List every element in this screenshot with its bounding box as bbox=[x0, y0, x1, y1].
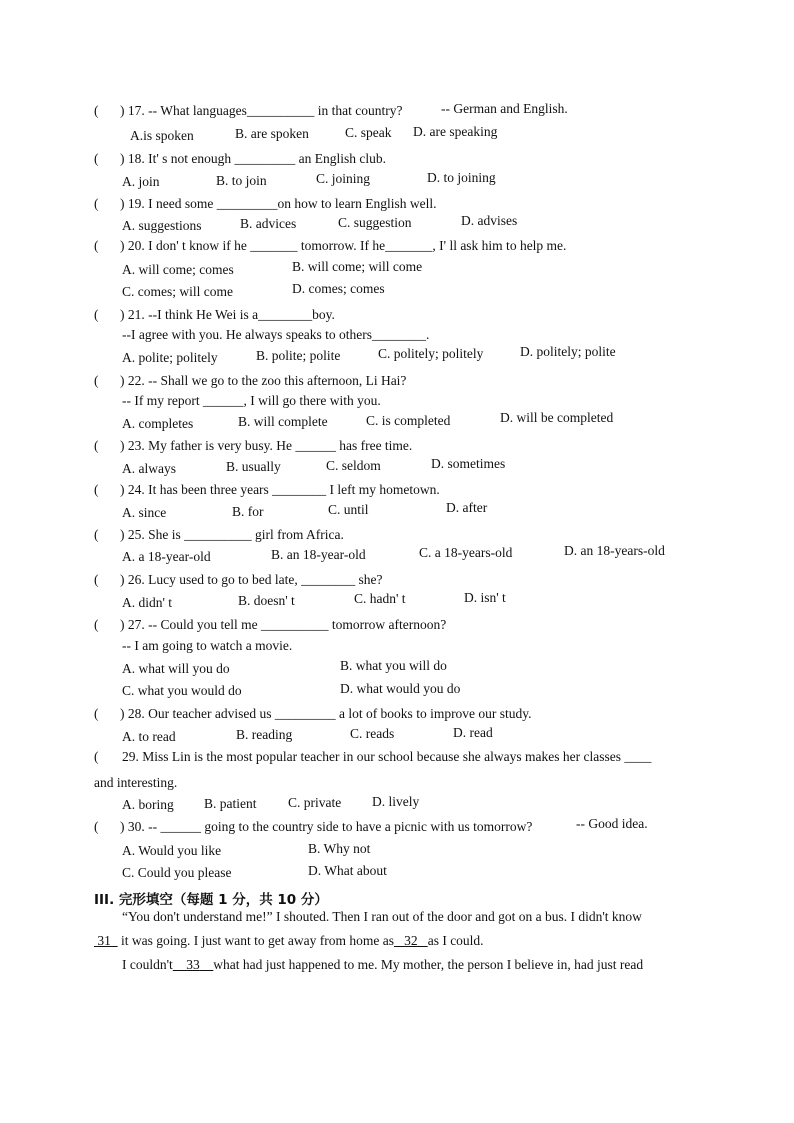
question-stem: ) 26. Lucy used to go to bed late, ________ she? bbox=[120, 572, 383, 587]
answer-paren: ( bbox=[94, 819, 99, 834]
question-stem: ) 25. She is __________ girl from Africa. bbox=[120, 527, 344, 542]
option-d: D. sometimes bbox=[431, 456, 506, 471]
option-c: C. private bbox=[288, 795, 342, 810]
option-a: A. didn' t bbox=[122, 595, 173, 610]
option-d: D. are speaking bbox=[413, 124, 498, 139]
question-stem: ) 20. I don' t know if he _______ tomorrow. If he_______, I' ll ask him to help me. bbox=[120, 238, 567, 253]
option-c: C. what you would do bbox=[122, 683, 242, 698]
option-d: D. what would you do bbox=[340, 681, 461, 696]
answer-paren: ( bbox=[94, 196, 99, 211]
option-b: B. advices bbox=[240, 216, 297, 231]
question-25 bbox=[94, 527, 344, 543]
option-b: B. usually bbox=[226, 459, 281, 474]
option-a: A. will come; comes bbox=[122, 262, 234, 277]
question-followup: -- If my report ______, I will go there with you. bbox=[122, 393, 381, 408]
question-27 bbox=[94, 617, 446, 633]
option-d: D. will be completed bbox=[500, 410, 614, 425]
option-d: D. advises bbox=[461, 213, 518, 228]
question-26 bbox=[94, 572, 382, 588]
option-a: A. join bbox=[122, 174, 160, 189]
option-a: A. boring bbox=[122, 797, 174, 812]
question-answer-hint: -- German and English. bbox=[441, 101, 568, 116]
option-d: D. read bbox=[453, 725, 493, 740]
option-d: D. an 18-years-old bbox=[564, 543, 665, 558]
answer-paren: ( bbox=[94, 238, 99, 253]
question-stem: ) 18. It' s not enough _________ an English club. bbox=[120, 151, 387, 166]
option-c: C. is completed bbox=[366, 413, 451, 428]
option-d: D. politely; polite bbox=[520, 344, 616, 359]
answer-paren: ( bbox=[94, 527, 99, 542]
option-a: A. suggestions bbox=[122, 218, 202, 233]
answer-paren: ( bbox=[94, 103, 99, 118]
question-stem: 29. Miss Lin is the most popular teacher in our school because she always makes her classes ____ bbox=[122, 749, 652, 764]
answer-paren: ( bbox=[94, 706, 99, 721]
option-a: A. polite; politely bbox=[122, 350, 218, 365]
option-b: B. are spoken bbox=[235, 126, 309, 141]
option-a: A. a 18-year-old bbox=[122, 549, 211, 564]
option-a: A.is spoken bbox=[130, 128, 194, 143]
answer-paren: ( bbox=[94, 572, 99, 587]
question-answer-hint: -- Good idea. bbox=[576, 816, 648, 831]
option-d: D. What about bbox=[308, 863, 387, 878]
question-30 bbox=[94, 819, 532, 835]
answer-paren: ( bbox=[94, 151, 99, 166]
option-b: B. Why not bbox=[308, 841, 371, 856]
option-b: B. what you will do bbox=[340, 658, 447, 673]
option-b: B. an 18-year-old bbox=[271, 547, 366, 562]
question-stem: ) 17. -- What languages__________ in that country? bbox=[120, 103, 403, 118]
option-c: C. politely; politely bbox=[378, 346, 484, 361]
question-followup: and interesting. bbox=[94, 775, 178, 790]
question-stem: ) 19. I need some _________on how to learn English well. bbox=[120, 196, 437, 211]
question-23 bbox=[94, 438, 412, 454]
option-c: C. speak bbox=[345, 125, 392, 140]
option-b: B. will come; will come bbox=[292, 259, 423, 274]
option-c: C. until bbox=[328, 502, 369, 517]
question-followup: --I agree with you. He always speaks to others________. bbox=[122, 327, 430, 342]
section-heading: III. 完形填空（每题 1 分，共 10 分） bbox=[94, 892, 328, 908]
passage-line-2: 31 it was going. I just want to get away from home as 32 as I could. bbox=[94, 933, 484, 949]
question-19 bbox=[94, 196, 436, 212]
option-d: D. comes; comes bbox=[292, 281, 385, 296]
question-stem: ) 24. It has been three years ________ I left my hometown. bbox=[120, 482, 440, 497]
option-d: D. lively bbox=[372, 794, 420, 809]
question-stem: ) 28. Our teacher advised us _________ a lot of books to improve our study. bbox=[120, 706, 532, 721]
blank-33: 33 bbox=[186, 957, 200, 972]
question-stem: ) 21. --I think He Wei is a________boy. bbox=[120, 307, 335, 322]
question-18 bbox=[94, 151, 386, 167]
option-c: C. seldom bbox=[326, 458, 381, 473]
option-c: C. comes; will come bbox=[122, 284, 233, 299]
blank-32: 32 bbox=[404, 933, 418, 948]
option-b: B. reading bbox=[236, 727, 293, 742]
option-b: B. polite; polite bbox=[256, 348, 341, 363]
passage-line-1: “You don't understand me!” I shouted. Then I ran out of the door and got on a bus. I didn't know bbox=[122, 909, 642, 924]
question-24 bbox=[94, 482, 440, 498]
question-28 bbox=[94, 706, 532, 722]
answer-paren: ( bbox=[94, 482, 99, 497]
option-c: C. Could you please bbox=[122, 865, 232, 880]
option-b: B. patient bbox=[204, 796, 257, 811]
option-a: A. to read bbox=[122, 729, 176, 744]
option-d: D. to joining bbox=[427, 170, 496, 185]
answer-paren: ( bbox=[94, 617, 99, 632]
option-a: A. Would you like bbox=[122, 843, 222, 858]
question-17 bbox=[94, 103, 402, 119]
option-c: C. suggestion bbox=[338, 215, 412, 230]
question-29 bbox=[94, 749, 651, 765]
answer-paren: ( bbox=[94, 307, 99, 322]
option-c: C. joining bbox=[316, 171, 371, 186]
question-22 bbox=[94, 373, 406, 389]
option-a: A. since bbox=[122, 505, 167, 520]
question-followup: -- I am going to watch a movie. bbox=[122, 638, 293, 653]
question-stem: ) 23. My father is very busy. He ______ has free time. bbox=[120, 438, 413, 453]
option-c: C. reads bbox=[350, 726, 395, 741]
option-b: B. doesn' t bbox=[238, 593, 295, 608]
option-a: A. always bbox=[122, 461, 176, 476]
answer-paren: ( bbox=[94, 373, 99, 388]
question-stem: ) 22. -- Shall we go to the zoo this afternoon, Li Hai? bbox=[120, 373, 407, 388]
passage-line-3: I couldn't 33 what had just happened to me. My mother, the person I believe in, had just read bbox=[122, 957, 644, 972]
option-d: D. after bbox=[446, 500, 488, 515]
question-20 bbox=[94, 238, 566, 254]
option-d: D. isn' t bbox=[464, 590, 506, 605]
answer-paren: ( bbox=[94, 749, 99, 764]
question-stem: ) 30. -- ______ going to the country side to have a picnic with us tomorrow? bbox=[120, 819, 533, 834]
option-a: A. completes bbox=[122, 416, 194, 431]
option-c: C. hadn' t bbox=[354, 591, 406, 606]
option-b: B. to join bbox=[216, 173, 267, 188]
question-stem: ) 27. -- Could you tell me __________ tomorrow afternoon? bbox=[120, 617, 447, 632]
answer-paren: ( bbox=[94, 438, 99, 453]
option-b: B. for bbox=[232, 504, 264, 519]
option-a: A. what will you do bbox=[122, 661, 230, 676]
option-c: C. a 18-years-old bbox=[419, 545, 513, 560]
question-21 bbox=[94, 307, 335, 323]
option-b: B. will complete bbox=[238, 414, 328, 429]
blank-31: 31 bbox=[97, 933, 111, 948]
